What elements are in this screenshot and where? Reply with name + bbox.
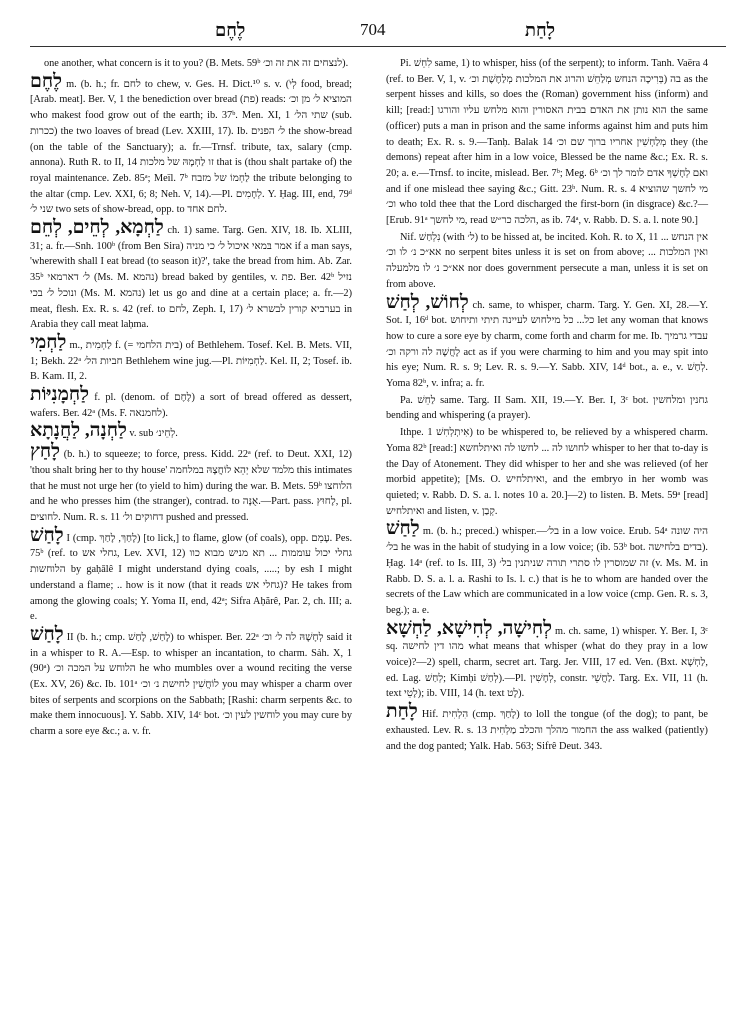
entry-headword: לָחַת <box>386 701 418 723</box>
dictionary-entry <box>30 56 352 72</box>
running-headword-right: לָחַת <box>525 20 556 40</box>
running-headword-left: לֶחֶם <box>215 20 246 40</box>
entry-headword: לָחַשׁ <box>30 524 64 546</box>
page-header <box>30 16 726 52</box>
entry-headword: לֶחֶם <box>30 70 62 92</box>
entry-text: Pa. לַחֵשׁ same. Targ. II Sam. XII, 19.—Y. Ber. I, 3ᶜ bot. גחנין ומלחשין bending and whispering (a prayer). <box>386 394 708 422</box>
entry-text: m. (b. h.; fr. לחם to chew, v. Ges. H. Dict.¹⁰ s. v. (לְיֹ food, bread; [Arab. meat]. Ber. V, 1 the benediction over bread (פת) reads: המוציא ל׳ מן וכ׳ who makest food grow out of the earth; ib. 37ᵇ. Men. XI, 1 שתי הל׳ (sub. ככרות) the two loaves of bread (Lev. XXIII, 17). Ib. ל׳ הפנים the show-bread (on the table of the Sanctuary); a. fr.—Trnsf. tribute, tax, salary (cmp. annona). Ruth R. to II, 14 זו לַחְמָהּ של מלכות that is (thou shalt partake of) the royal maintenance. Zeb. 85ᵃ; Meïl. 7ᵇ לַחְמוֹ של מזבח the tribute belonging to the altar (cmp. Lev. XXI, 6; 8; Neh. V, 14).—Pl. לְחָמִים. Y. Ḥag. III, end, 79ᵈ שני ל׳ two sets of show-bread, opp. to לחם אחד. <box>30 78 353 216</box>
dictionary-page <box>30 16 726 1006</box>
entry-text: (b. h.) to squeeze; to force, press. Kidd. 22ᵃ (ref. to Deut. XXI, 12) 'thou shalt bring her to thy house' מלמד שלא יְהֵא לוֹחֲצָהּ במלחמה this intimates that he must not urge her (to yield to him) during the war. B. Mets. 59ᵇ הלוחצו and he who presses him (the stranger), contrad. to אֻנָּה.—Part. pass. לָחוּץ, pl. לחוצים. Num. R. s. 11 דחוקים ול׳ pushed and pressed. <box>30 449 352 523</box>
entry-headword: לַחַשׁ <box>386 518 420 540</box>
entry-text: Hif. הִלְחִית (cmp. לָחַךְ) to loll the tongue (of the dog); to pant, be exhausted. Lev. R. s. 13 החמור מהלך והכלב מַלְחִית the ass walked (patiently) and the dog panted; Yalk. Hab. 563; Sifrê Deut. 343. <box>386 709 708 752</box>
dictionary-entry <box>386 291 709 392</box>
dictionary-entry <box>30 623 353 740</box>
page-number: 704 <box>360 20 386 39</box>
dictionary-entry <box>30 443 352 526</box>
header-rule <box>30 46 726 47</box>
entry-text: Pi. לִחֵשׁ same, 1) to whisper, hiss (of the serpent); to inform. Tanh. Vaëra 4 (ref. to Ber. V, 1, v. בה (בְּרִיכָה הנחש מְלַחֵשׁ והרוג את המלכות מְלַחֶשֶׁת וכ׳ as the serpent hisses and kills, so does the (Roman) government hiss (inform) and kill; [read:] הוא נותן את האדם בבית האסורין והוא מלחש עליו והורגו the same (officer) puts a man in prison and the same informs against him and puts him to death; Ex. R. s. 9.—Tanḥ. Balak 14 מְלַחְשִׁין אחריו ברוך שם וכ׳ they (the demons) repeat after him in a low voice, Blessed be the name &c.; Ex. R. s. 20; a. e.—Trnsf. to incite, mislead. Ber. 7ᵇ; Meg. 6ᵇ ואם לְחָשְׁךָ אדם לומר לך וכ׳ and if one mislead thee saying &c.; Gitt. 23ᵇ. Num. R. s. 4 מי לחשך שהוציא וכ׳ who told thee that the Lord discharged the first-born (in disgrace) &c.?—[Erub. 91ᵃ מי לחשך, read הלכה כר״ש, as ib. 74ᵃ, v. Rabb. D. S. a. l. note 90.] <box>386 58 708 227</box>
dictionary-entry <box>386 703 708 754</box>
entry-text: II (b. h.; cmp. לָחַשׁ, לָחַשׁ) to whisper. Ber. 22ᵃ לְחָשָׁהּ לה ל׳ וכ׳ said it in a whisper to R. A.—Esp. to whisper an incantation, to charm. Sȧh. X, 1 (90ᵃ) הלוחש על המכה וכ׳ he who mumbles over a wound reciting the verse (Ex. XV, 26) &c. Ib. 101ᵃ לוֹחֲשִׁין לחישת נ׳ וכ׳ you may whisper a charm over bites of serpents and scorpions on the Sabbath; [Rashi: charm serpents &c. to make them innocuous]. Y. Sabb. XIV, 14ᶜ bot. לוחשין לעין וכ׳ you may cure by charm a sore eye &c.; a. v. fr. <box>30 631 353 738</box>
entry-text: v. sub לְחֵינ׳. <box>129 428 178 440</box>
dictionary-entry <box>30 219 352 333</box>
entry-text: ch. same, to whisper, charm. Targ. Y. Gen. XI, 28.—Y. Sot. I, 16ᵈ bot. כל... כל מילחוש לעיינה תיתי ותיחוש let any woman that knows how to cure a sore eye by charm, come forth and charm for me. Ib. עבדי גרמיך לָחֲשָׁה לה ורקה וכ׳ act as if you were charming to him and you may spit into his eye; Num. R. s. 9; Lev. R. s. 9.—Y. Sabb. XIV, 14ᵈ bot., a. e., v. לְחַשׁ. Yoma 82ᵇ, v. infra; a. fr. <box>386 299 709 390</box>
entry-headword: לַחְנָה, לַחֲנָתָא <box>30 420 127 442</box>
entry-headword: לְחוֹשׁ, לְחַשׁ <box>386 291 469 313</box>
dictionary-entry <box>386 617 708 703</box>
left-column <box>30 56 352 741</box>
entry-text: one another, what concern is it to you? (B. Mets. 59ᵇ לנצחים זה את זה וכ׳). <box>44 58 349 69</box>
entry-headword: לַחְמָא, לְחֵים, לְחֵם <box>30 217 164 239</box>
entry-text: f. pl. (denom. of לֶחֶם) a sort of bread offered as dessert, wafers. Ber. 42ᵃ (Ms. F. לחמנאה). <box>30 392 352 419</box>
dictionary-entry <box>30 331 353 385</box>
entry-headword: לָחַשׁ <box>30 623 64 645</box>
entry-text: m., לַחְמִית f. (= בית הלחמי) of Bethlehem. Tosef. Kel. B. Mets. VII, 1; Bekh. 22ᵃ חביות הל׳ Bethlehem wine jug.—Pl. לַחְמִיּוֹת. Kel. II, 2; Tosef. ib. B. Kam. II, 2. <box>30 339 353 383</box>
entry-headword: לָחַץ <box>30 441 61 463</box>
entry-text: m. ch. same, 1) whisper. Y. Ber. I, 3ᶜ sq. מהו דין לחישה what means that whisper (what do they pray in a low voice)?—2) spell, charm, secret art. Targ. Jer. VIII, 17 ed. Ven. (Bxt. לַחְשָׁא, ed. Lag. לְחַשׁ; Kimḥi לְחַשׁ).—Pl. לְחָשִׁין, constr. לַחֲשֵׁי. Targ. Ex. VII, 11 (h. text לָטֵי); ib. VIII, 14 (h. text לָט). <box>386 625 708 700</box>
dictionary-entry <box>30 524 353 625</box>
dictionary-entry <box>30 386 352 421</box>
dictionary-entry <box>30 70 353 218</box>
entry-text: Ithpe. אִיתְלְחִשׁ 1) to be whispered to, be relieved by a whispered charm. Yoma 82ᵇ [read:] לחושו לה ... לחשו לה ואיתלחשא whisper to her that to-day is the Day of Atonement. They did whisper to her and she was relieved (of her morbid appetite); [Ms. O. ואיתלחיש, and the embryo in her womb was quieted; v. Rabb. D. S. a. l. notes 10 a. 20.]—2) to listen. B. Mets. 59ᵃ [read] ואיתלחיש and listen, v. קְבַן. <box>386 427 708 517</box>
dictionary-entry <box>386 56 708 229</box>
dictionary-entry <box>386 393 708 424</box>
entry-headword: לַחְמָנִיּוֹת <box>30 384 90 406</box>
entry-text: m. (b. h.; preced.) whisper.—בל׳ in a low voice. Erub. 54ᵃ היה שונה בל׳ he was in the habit of studying in a low voice; (ib. 53ᵇ bot. בדים בלחישה). Ḥag. 14ᵃ (ref. to Is. III, 3) זה שמוסרין לו סתרי תורה שניתנין בל׳ (v. Ms. M. in Rabb. D. S. a. l. a. Rashi to Is. l. c.) that is he to whom are handed over the secrets of the Law which are communicated in a low voice (cmp. Gen. R. s. 3, beg.); a. e. <box>386 526 709 616</box>
entry-headword: לַחְמִי <box>30 331 67 353</box>
entry-headword: לְחִישָׁה, לְחִישָׁא, לַחְשָׁא <box>386 617 552 639</box>
dictionary-entry <box>386 230 708 293</box>
dictionary-entry <box>386 425 708 519</box>
entry-text: ch. 1) same. Targ. Gen. XIV, 18. Ib. XLIII, 31; a. fr.—Snh. 100ᵇ (from Ben Sira) אמר בּמאי איכול ל׳ כי מניה if a man says, 'wherewith shall I eat bread (to season it)?', take the bread from him. Ab. Zar. 35ᵇ ל׳ דארמאי (Ms. M. נהמא) bread baked by gentiles, v. פת. Ber. 42ᵇ נזיל ונוכל ל׳ בכי (Ms. M. נהמא) let us go and dine at a certain place; a. fr.—2) meat, flesh. Ex. R. s. 42 (ref. to לחם, Zeph. I, 17) בערביא קורין לבשרא ל׳ in Arabia they call meat laḥma. <box>30 225 353 331</box>
dictionary-entry <box>386 520 708 618</box>
entry-text: Nif. נִלְחַשׁ (with ל׳) to be hissed at, be incited. Koh. R. to X, 11 אין הנחש ... אא״כ נ׳ לו וכ׳ no serpent bites unless it is set on from above; ואין המלכות ... אא״כ נ׳ לו מלמעלה nor does government persecute a man, unless it is set on from above. <box>386 231 709 290</box>
dictionary-entry <box>30 422 352 442</box>
entry-text: I (cmp. לָחַךְ, לָחַךְ) [to lick,] to flame, glow (of coals), opp. עָמֵם. Pes. 75ᵇ (ref. to גחלי אש, Lev. XVI, 12) גחלי יכול עוממות ... תא מניש מבוא כוו הלוחשות by gaḥālê I might understand dying coals, .....; by esh I might understand a flame; .. how is it now (that it reads גחלי אש)? He takes from among the glowing coals; Y. Yoma II, end, 42ᵃ; Sifra Aḥărê, Par. 2, ch. III; a. e. <box>30 532 353 623</box>
right-column <box>386 56 708 755</box>
